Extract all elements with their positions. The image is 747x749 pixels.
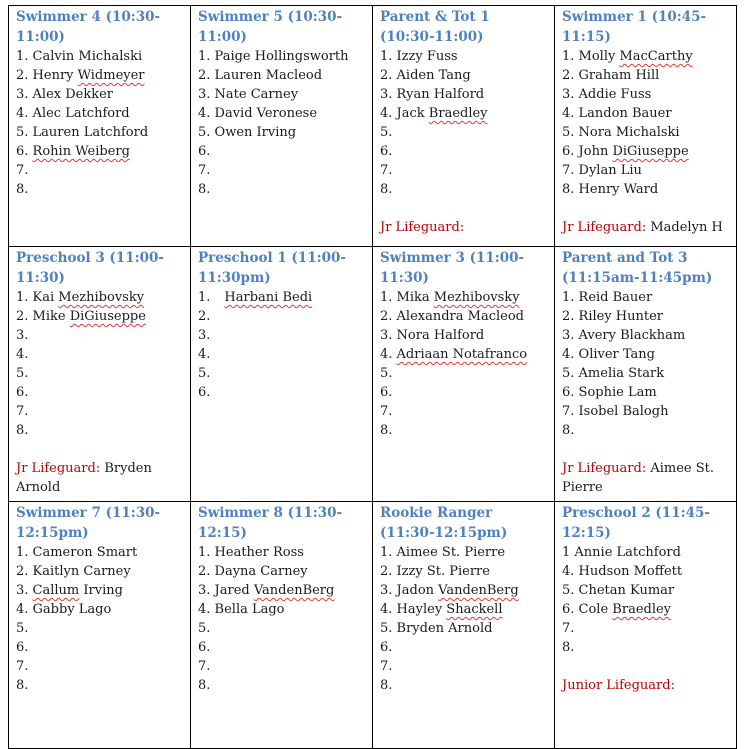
student-text: 7. Dylan Liu xyxy=(562,163,642,178)
student-text: 6. xyxy=(198,144,211,159)
student-text: 2. xyxy=(198,309,211,324)
list-item xyxy=(562,581,730,600)
list-item xyxy=(380,47,548,66)
student-text: 1. Izzy Fuss xyxy=(380,49,458,64)
list-item xyxy=(198,161,366,180)
list-item xyxy=(198,364,366,383)
student-text: 2. Mike xyxy=(16,309,70,324)
jr-lifeguard-label: Junior Lifeguard: xyxy=(562,678,675,693)
student-name-flagged: DiGiuseppe xyxy=(69,309,146,324)
class-cell xyxy=(191,6,373,247)
list-item xyxy=(16,307,184,326)
list-item xyxy=(380,600,548,619)
list-item xyxy=(562,402,730,421)
student-text: 2. Henry xyxy=(16,68,78,83)
student-text: 5. xyxy=(16,621,29,636)
class-title: Swimmer 3 (11:00-11:30) xyxy=(380,250,525,286)
student-text: 1. Mika xyxy=(380,290,434,305)
student-text: 3. Jadon xyxy=(380,583,439,598)
list-item xyxy=(562,383,730,402)
student-text: 3. Alex Dekker xyxy=(16,87,114,102)
list-item xyxy=(380,307,548,326)
student-list xyxy=(562,543,730,657)
list-item xyxy=(16,600,184,619)
list-item xyxy=(16,581,184,600)
student-text: 5. Owen Irving xyxy=(198,125,297,140)
list-item xyxy=(562,47,730,66)
student-name-flagged: DiGiuseppe xyxy=(612,144,689,159)
student-text: 2. Izzy St. Pierre xyxy=(380,564,490,579)
list-item xyxy=(562,543,730,562)
student-text: 3. Nora Halford xyxy=(380,328,485,343)
student-text: 2. Dayna Carney xyxy=(198,564,308,579)
student-text: 1. Cameron Smart xyxy=(16,545,138,560)
list-item xyxy=(380,421,548,440)
class-title: Swimmer 4 (10:30-11:00) xyxy=(16,9,161,45)
student-text: 4. xyxy=(198,347,211,362)
student-list xyxy=(198,47,366,199)
list-item xyxy=(198,619,366,638)
student-text: 7. xyxy=(380,163,393,178)
student-text: 5. xyxy=(198,366,211,381)
student-text: 2. Alexandra Macleod xyxy=(380,309,524,324)
student-text: 2. Riley Hunter xyxy=(562,309,664,324)
class-cell xyxy=(373,6,555,247)
student-text: 3. Addie Fuss xyxy=(562,87,652,102)
class-cell xyxy=(9,502,191,749)
student-name-flagged: Adriaan Notafranco xyxy=(396,347,528,362)
student-name-flagged: Rohin Weiberg xyxy=(32,144,130,159)
student-name-flagged: Harbani Bedi xyxy=(224,290,313,305)
student-text: 7. xyxy=(198,163,211,178)
table-row xyxy=(9,502,737,749)
jr-lifeguard xyxy=(16,459,184,497)
student-text: 4. David Veronese xyxy=(198,106,318,121)
class-title: Parent & Tot 1 (10:30-11:00) xyxy=(380,9,490,45)
list-item xyxy=(380,638,548,657)
student-text: 3. Avery Blackham xyxy=(562,328,686,343)
list-item xyxy=(16,326,184,345)
jr-lifeguard-name: Bryden Arnold xyxy=(16,461,152,495)
list-item xyxy=(198,47,366,66)
student-text: 2. Aiden Tang xyxy=(380,68,471,83)
list-item xyxy=(380,383,548,402)
list-item xyxy=(380,676,548,695)
student-text: 4. xyxy=(16,347,29,362)
list-item xyxy=(562,307,730,326)
class-cell xyxy=(373,247,555,502)
list-item xyxy=(380,66,548,85)
class-title: Swimmer 7 (11:30-12:15pm) xyxy=(16,505,161,541)
jr-lifeguard xyxy=(562,459,730,497)
student-text: 1. Calvin Michalski xyxy=(16,49,143,64)
student-text: 1. Kai xyxy=(16,290,59,305)
list-item xyxy=(562,85,730,104)
class-title: Preschool 1 (11:00-11:30pm) xyxy=(198,250,346,286)
student-name-flagged: Shackell xyxy=(446,602,503,617)
student-text: 8. xyxy=(380,423,393,438)
student-text: 8. xyxy=(198,182,211,197)
class-title: Swimmer 8 (11:30-12:15) xyxy=(198,505,343,541)
list-item xyxy=(16,288,184,307)
student-text: 8. xyxy=(16,182,29,197)
jr-lifeguard-label: Jr Lifeguard: xyxy=(562,461,647,476)
list-item xyxy=(562,600,730,619)
list-item xyxy=(562,638,730,657)
student-list xyxy=(16,543,184,695)
list-item xyxy=(198,142,366,161)
student-text: 6. Cole xyxy=(562,602,613,617)
student-text: 7. xyxy=(16,163,29,178)
jr-lifeguard-label: Jr Lifeguard: xyxy=(562,220,647,235)
list-item xyxy=(198,123,366,142)
list-item xyxy=(198,581,366,600)
student-text: 3. Jared xyxy=(198,583,254,598)
list-item xyxy=(16,364,184,383)
list-item xyxy=(16,619,184,638)
class-roster-table xyxy=(8,5,737,749)
list-item xyxy=(562,562,730,581)
student-text: 6. John xyxy=(562,144,613,159)
student-list xyxy=(16,47,184,199)
list-item xyxy=(198,326,366,345)
class-cell xyxy=(191,247,373,502)
student-text: 6. xyxy=(380,385,393,400)
jr-lifeguard-name: Aimee St. Pierre xyxy=(562,461,715,495)
student-text: 5. xyxy=(380,366,393,381)
student-text: 7. xyxy=(562,621,575,636)
list-item xyxy=(380,402,548,421)
list-item xyxy=(16,421,184,440)
list-item xyxy=(198,600,366,619)
student-text: 6. Sophie Lam xyxy=(562,385,657,400)
list-item xyxy=(562,345,730,364)
student-text: 2. Kaitlyn Carney xyxy=(16,564,131,579)
student-text: 4. xyxy=(380,347,397,362)
list-item xyxy=(198,66,366,85)
list-item xyxy=(380,619,548,638)
student-text: 4. Jack xyxy=(380,106,429,121)
list-item xyxy=(16,123,184,142)
list-item xyxy=(562,326,730,345)
list-item xyxy=(198,104,366,123)
jr-lifeguard xyxy=(562,676,730,695)
list-item xyxy=(198,307,366,326)
list-item xyxy=(562,142,730,161)
student-text: 6. xyxy=(198,385,211,400)
student-name-flagged: VandenBerg xyxy=(253,583,335,598)
student-text: 2. Graham Hill xyxy=(562,68,660,83)
student-text: 3. Nate Carney xyxy=(198,87,299,102)
jr-lifeguard-label: Jr Lifeguard: xyxy=(16,461,101,476)
list-item xyxy=(198,562,366,581)
student-text: 3. xyxy=(16,583,33,598)
student-text: 8. xyxy=(198,678,211,693)
list-item xyxy=(16,543,184,562)
list-item xyxy=(380,85,548,104)
list-item xyxy=(198,345,366,364)
student-text: 4. Bella Lago xyxy=(198,602,285,617)
student-text: 4. Oliver Tang xyxy=(562,347,655,362)
list-item xyxy=(380,364,548,383)
jr-lifeguard xyxy=(380,218,548,237)
student-name-flagged: Braedley xyxy=(612,602,672,617)
student-text: 5. Nora Michalski xyxy=(562,125,680,140)
list-item xyxy=(380,657,548,676)
student-name-flagged: MacCarthy xyxy=(619,49,693,64)
list-item xyxy=(380,288,548,307)
list-item xyxy=(380,326,548,345)
list-item xyxy=(16,676,184,695)
list-item xyxy=(16,47,184,66)
list-item xyxy=(198,543,366,562)
class-cell xyxy=(555,502,737,749)
student-text: 4. Landon Bauer xyxy=(562,106,672,121)
list-item xyxy=(198,85,366,104)
list-item xyxy=(380,161,548,180)
class-cell xyxy=(555,6,737,247)
student-text: 7. xyxy=(16,659,29,674)
student-text: 8. xyxy=(380,182,393,197)
list-item xyxy=(198,657,366,676)
jr-lifeguard-label: Jr Lifeguard: xyxy=(380,220,465,235)
student-name-flagged: Braedley xyxy=(428,106,488,121)
list-item xyxy=(562,104,730,123)
student-text: 4. Alec Latchford xyxy=(16,106,130,121)
list-item xyxy=(16,402,184,421)
class-cell xyxy=(191,502,373,749)
student-list xyxy=(198,288,366,402)
student-text: 7. xyxy=(380,659,393,674)
student-text: 6. xyxy=(16,144,33,159)
class-title: Parent and Tot 3 (11:15am-11:45pm) xyxy=(562,250,713,286)
jr-lifeguard-name: Madelyn H xyxy=(650,220,723,235)
list-item xyxy=(562,123,730,142)
student-text: 6. xyxy=(380,640,393,655)
student-text: 1. Molly xyxy=(562,49,620,64)
list-item xyxy=(16,142,184,161)
student-text: 3. xyxy=(16,328,29,343)
student-text: 8. xyxy=(16,678,29,693)
student-text: 5. xyxy=(198,621,211,636)
student-text: 5. Bryden Arnold xyxy=(380,621,493,636)
list-item xyxy=(16,180,184,199)
class-title: Rookie Ranger (11:30-12:15pm) xyxy=(380,505,508,541)
student-name-flagged: Callum xyxy=(32,583,80,598)
list-item xyxy=(380,543,548,562)
student-text: 6. xyxy=(16,640,29,655)
student-list xyxy=(16,288,184,440)
table-row xyxy=(9,6,737,247)
class-title: Swimmer 5 (10:30-11:00) xyxy=(198,9,343,45)
student-name-flagged: VandenBerg xyxy=(438,583,519,598)
list-item xyxy=(16,66,184,85)
class-cell xyxy=(9,6,191,247)
list-item xyxy=(380,180,548,199)
list-item xyxy=(198,288,366,307)
list-item xyxy=(198,676,366,695)
list-item xyxy=(16,345,184,364)
student-text: 3. xyxy=(198,328,211,343)
class-title: Swimmer 1 (10:45-11:15) xyxy=(562,9,707,45)
list-item xyxy=(380,104,548,123)
student-list xyxy=(380,47,548,199)
list-item xyxy=(16,638,184,657)
list-item xyxy=(562,180,730,199)
list-item xyxy=(16,562,184,581)
class-cell xyxy=(555,247,737,502)
student-text: 4. Hayley xyxy=(380,602,447,617)
class-title: Preschool 3 (11:00-11:30) xyxy=(16,250,164,286)
student-text: 8. xyxy=(562,640,575,655)
student-text: 1. Paige Hollingsworth xyxy=(198,49,349,64)
student-text: 7. xyxy=(16,404,29,419)
student-text: 5. Lauren Latchford xyxy=(16,125,149,140)
class-cell xyxy=(373,502,555,749)
student-text: 6. xyxy=(380,144,393,159)
list-item xyxy=(562,364,730,383)
jr-lifeguard xyxy=(562,218,730,237)
list-item xyxy=(562,421,730,440)
list-item xyxy=(380,562,548,581)
list-item xyxy=(380,345,548,364)
student-name-flagged: Widmeyer xyxy=(77,68,145,83)
student-text: 4. Gabby Lago xyxy=(16,602,112,617)
student-text: 1. Heather Ross xyxy=(198,545,304,560)
student-text: 1. Reid Bauer xyxy=(562,290,653,305)
list-item xyxy=(198,383,366,402)
student-list xyxy=(198,543,366,695)
student-text: 5. xyxy=(16,366,29,381)
student-text: 7. Isobel Balogh xyxy=(562,404,669,419)
list-item xyxy=(562,66,730,85)
list-item xyxy=(16,383,184,402)
list-item xyxy=(16,85,184,104)
student-text: 1. Aimee St. Pierre xyxy=(380,545,506,560)
student-text: 3. Ryan Halford xyxy=(380,87,485,102)
student-text: 8. xyxy=(380,678,393,693)
student-text: 4. Hudson Moffett xyxy=(562,564,683,579)
student-text: 8. xyxy=(16,423,29,438)
student-text: 8. xyxy=(562,423,575,438)
student-text: 5. xyxy=(380,125,393,140)
student-surname: Irving xyxy=(79,583,123,598)
list-item xyxy=(16,161,184,180)
class-title: Preschool 2 (11:45-12:15) xyxy=(562,505,710,541)
student-text: 1. xyxy=(198,290,211,305)
student-list xyxy=(562,47,730,199)
list-item xyxy=(16,657,184,676)
student-text: 6. xyxy=(16,385,29,400)
student-text: 5. Chetan Kumar xyxy=(562,583,675,598)
list-item xyxy=(198,180,366,199)
list-item xyxy=(562,288,730,307)
list-item xyxy=(562,619,730,638)
table-row xyxy=(9,247,737,502)
student-list xyxy=(562,288,730,440)
list-item xyxy=(198,638,366,657)
student-list xyxy=(380,543,548,695)
list-item xyxy=(562,161,730,180)
student-name-flagged: Mezhibovsky xyxy=(433,290,520,305)
student-text: 7. xyxy=(380,404,393,419)
student-text: 2. Lauren Macleod xyxy=(198,68,323,83)
list-item xyxy=(380,123,548,142)
list-item xyxy=(380,142,548,161)
class-cell xyxy=(9,247,191,502)
student-text: 1 Annie Latchford xyxy=(562,545,681,560)
student-text: 7. xyxy=(198,659,211,674)
student-list xyxy=(380,288,548,440)
student-name-flagged: Mezhibovsky xyxy=(58,290,145,305)
student-text: 6. xyxy=(198,640,211,655)
student-text: 5. Amelia Stark xyxy=(562,366,665,381)
student-text: 8. Henry Ward xyxy=(562,182,659,197)
list-item xyxy=(380,581,548,600)
list-item xyxy=(16,104,184,123)
